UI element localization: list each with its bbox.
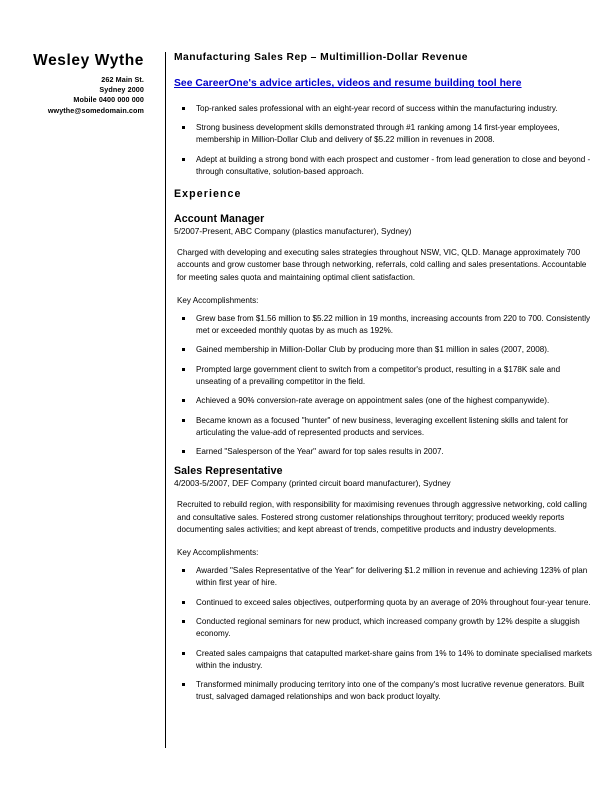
contact-address: 262 Main St. bbox=[101, 75, 144, 85]
column-divider bbox=[165, 52, 166, 748]
accomplishments-label: Key Accomplishments: bbox=[177, 547, 259, 557]
careerone-promo-link[interactable]: See CareerOne's advice articles, videos and resume building tool here bbox=[174, 78, 522, 90]
accomplishment-item: Achieved a 90% conversion-rate average on appointment sales (one of the highest companywide). bbox=[174, 395, 594, 407]
contact-column bbox=[0, 52, 152, 116]
job-entry bbox=[174, 465, 594, 703]
accomplishment-item: Continued to exceed sales objectives, outperforming quota by an average of 20% throughout four-year tenure. bbox=[174, 597, 594, 609]
summary-bullet-list bbox=[174, 103, 594, 178]
accomplishments-list bbox=[174, 313, 594, 459]
accomplishments-label: Key Accomplishments: bbox=[177, 295, 259, 305]
main-column bbox=[174, 52, 594, 711]
job-description: Recruited to rebuild region, with responsibility for maximising revenues through aggressive networking, cold calling and consultative sales. Fostered strong customer relationships throughout territory; produced weekly reports documenting sales activities; and kept abreast of trends, competitive products and industry developments. bbox=[177, 500, 587, 535]
summary-bullet: Top-ranked sales professional with an eight-year record of success within the manufacturing industry. bbox=[174, 103, 594, 115]
accomplishment-item: Transformed minimally producing territory into one of the company's most lucrative revenue generators. Built trust, salvaged damaged relationships and won back product loyalty. bbox=[174, 679, 594, 704]
job-title: Account Manager bbox=[174, 213, 265, 226]
contact-email: wwythe@somedomain.com bbox=[47, 105, 144, 115]
accomplishment-item: Grew base from $1.56 million to $5.22 million in 19 months, increasing accounts from 220 to 700. Consistently met or exceeded monthly quotas by as much as 192%. bbox=[174, 313, 594, 338]
accomplishment-item: Conducted regional seminars for new product, which increased company growth by 12% despite a sluggish economy. bbox=[174, 616, 594, 641]
candidate-name: Wesley Wythe bbox=[33, 52, 144, 69]
contact-mobile: Mobile 0400 000 000 bbox=[73, 95, 144, 105]
job-meta: 5/2007-Present, ABC Company (plastics manufacturer), Sydney) bbox=[174, 226, 412, 237]
accomplishment-item: Earned "Salesperson of the Year" award for top sales results in 2007. bbox=[174, 446, 594, 458]
accomplishment-item: Created sales campaigns that catapulted market-share gains from 1% to 14% to dominate specialised markets within the industry. bbox=[174, 648, 594, 673]
accomplishment-item: Gained membership in Million-Dollar Club by producing more than $1 million in sales (2007, 2008). bbox=[174, 344, 594, 356]
summary-bullet: Adept at building a strong bond with each prospect and customer - from lead generation to close and beyond - through consultative, solution-based approach. bbox=[174, 154, 594, 179]
job-entry bbox=[174, 213, 594, 458]
section-title-experience: Experience bbox=[174, 188, 242, 201]
accomplishment-item: Became known as a focused "hunter" of new business, leveraging excellent listening skills and talent for articulating the value-add of represented products and services. bbox=[174, 415, 594, 440]
contact-city: Sydney 2000 bbox=[99, 85, 144, 95]
job-title: Sales Representative bbox=[174, 465, 283, 478]
job-description: Charged with developing and executing sales strategies throughout NSW, VIC, QLD. Manage approximately 700 accounts and grow customer base through networking, referrals, cold calling and sales presentations. Accountable for meeting sales quota and maintaining optimal client satisfaction. bbox=[177, 247, 587, 283]
resume-headline: Manufacturing Sales Rep – Multimillion-Dollar Revenue bbox=[174, 52, 468, 63]
accomplishment-item: Prompted large government client to switch from a competitor's product, resulting in a $178K sale and unseating of a prevailing competitor in the field. bbox=[174, 364, 594, 389]
job-meta: 4/2003-5/2007, DEF Company (printed circuit board manufacturer), Sydney bbox=[174, 478, 451, 489]
summary-bullet: Strong business development skills demonstrated through #1 ranking among 14 first-year employees, membership in Million-Dollar Club and delivery of $5.22 million in revenues in 2008. bbox=[174, 122, 594, 147]
accomplishment-item: Awarded "Sales Representative of the Year" for delivering $1.2 million in revenue and achieving 123% of plan within first year of hire. bbox=[174, 565, 594, 590]
accomplishments-list bbox=[174, 565, 594, 704]
